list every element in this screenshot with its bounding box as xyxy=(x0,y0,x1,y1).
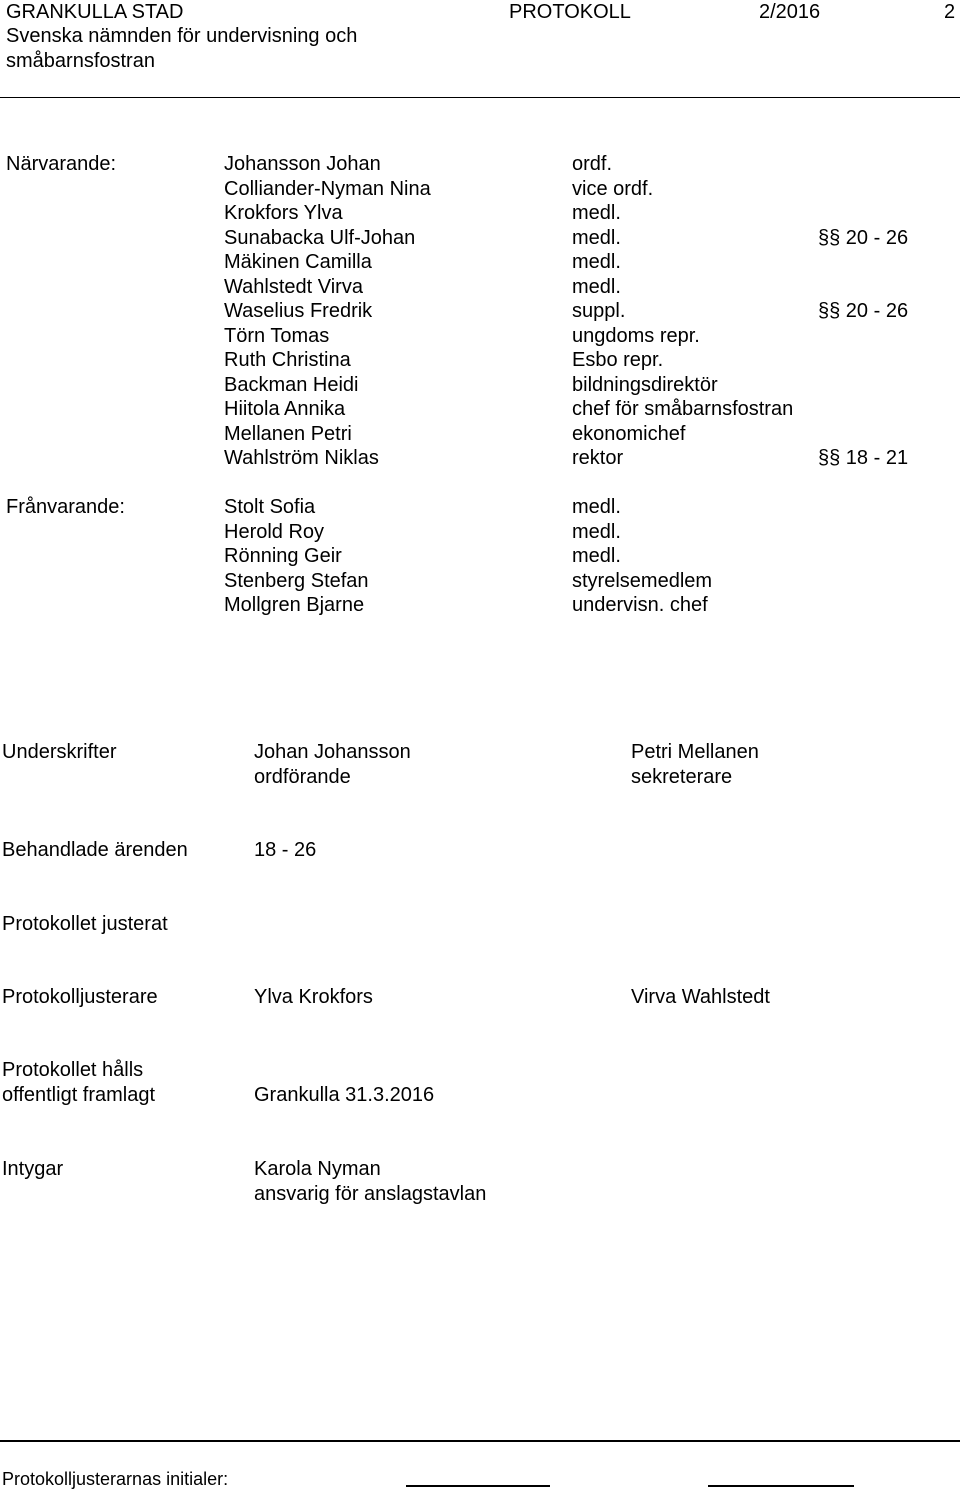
certificate-name: Karola Nyman xyxy=(254,1158,381,1180)
attendee-row xyxy=(0,397,960,422)
attendee-name: Sunabacka Ulf-Johan xyxy=(224,226,416,249)
attendee-role: ungdoms repr. xyxy=(572,324,700,347)
attendee-row xyxy=(0,201,960,226)
public-display-label-line1: Protokollet hålls xyxy=(2,1059,144,1081)
verified-label: Protokollet justerat xyxy=(2,913,168,935)
attendee-role: vice ordf. xyxy=(572,177,654,200)
checkers-label: Protokolljusterare xyxy=(2,986,158,1008)
attendee-name: Mellanen Petri xyxy=(224,422,352,445)
absentee-name: Stolt Sofia xyxy=(224,496,316,518)
initials-line-1 xyxy=(406,1485,550,1487)
attendee-paragraphs: §§ 18 - 21 xyxy=(818,447,909,469)
header-divider xyxy=(0,97,960,98)
attendee-row xyxy=(0,226,960,251)
page-number: 2 xyxy=(944,1,956,23)
certificate-title: ansvarig för anslagstavlan xyxy=(254,1182,487,1205)
absentee-row xyxy=(0,544,960,569)
board-name-line2: småbarnsfostran xyxy=(6,50,155,72)
attendee-role: rektor xyxy=(572,447,624,469)
checker-1: Ylva Krokfors xyxy=(254,986,373,1008)
attendee-row xyxy=(0,324,960,349)
attendee-row xyxy=(0,250,960,275)
public-display-value: Grankulla 31.3.2016 xyxy=(254,1084,435,1106)
attendee-role: ekonomichef xyxy=(572,422,686,445)
attendee-name: Wahlstedt Virva xyxy=(224,275,363,298)
absentee-name: Rönning Geir xyxy=(224,545,342,567)
attendee-role: medl. xyxy=(572,226,621,249)
public-display-label-line2: offentligt framlagt xyxy=(2,1084,156,1106)
footer-divider xyxy=(0,1440,960,1442)
attendee-name: Krokfors Ylva xyxy=(224,202,343,224)
attendee-role: bildningsdirektör xyxy=(572,373,718,396)
attendee-name: Backman Heidi xyxy=(224,373,359,396)
handled-value: 18 - 26 xyxy=(254,839,317,861)
attendee-row xyxy=(0,299,960,324)
document-type: PROTOKOLL xyxy=(509,1,631,23)
absentee-name: Mollgren Bjarne xyxy=(224,594,365,616)
attendee-role: ordf. xyxy=(572,153,613,175)
absentee-role: medl. xyxy=(572,520,621,543)
absentee-name: Herold Roy xyxy=(224,520,325,543)
attendee-role: medl. xyxy=(572,275,621,298)
attendee-role: Esbo repr. xyxy=(572,349,664,371)
attendee-name: Colliander-Nyman Nina xyxy=(224,177,431,200)
attendee-name: Mäkinen Camilla xyxy=(224,251,372,273)
attendee-role: medl. xyxy=(572,202,621,224)
document-number: 2/2016 xyxy=(759,1,821,23)
attendee-role: chef för småbarnsfostran xyxy=(572,398,794,420)
absentee-role: medl. xyxy=(572,545,621,567)
attendee-row xyxy=(0,348,960,373)
attendee-row xyxy=(0,446,960,471)
signatures-label: Underskrifter xyxy=(2,741,117,763)
secretary-title: sekreterare xyxy=(631,765,733,788)
chair-name: Johan Johansson xyxy=(254,741,411,763)
attendee-row xyxy=(0,373,960,398)
attendee-row xyxy=(0,275,960,300)
absentee-role: undervisn. chef xyxy=(572,594,708,616)
attendee-name: Hiitola Annika xyxy=(224,398,346,420)
absentee-name: Stenberg Stefan xyxy=(224,569,369,592)
handled-label: Behandlade ärenden xyxy=(2,839,188,861)
attendee-row xyxy=(0,422,960,447)
attendee-paragraphs: §§ 20 - 26 xyxy=(818,300,909,322)
attendee-name: Ruth Christina xyxy=(224,349,351,371)
attendee-role: suppl. xyxy=(572,300,626,322)
chair-title: ordförande xyxy=(254,765,351,788)
secretary-name: Petri Mellanen xyxy=(631,741,759,763)
attendee-paragraphs: §§ 20 - 26 xyxy=(818,226,909,249)
absentee-role: medl. xyxy=(572,496,621,518)
initials-label: Protokolljusterarnas initialer: xyxy=(2,1469,229,1489)
city-name: GRANKULLA STAD xyxy=(6,1,184,23)
absent-label: Frånvarande: xyxy=(6,496,125,518)
attendee-row xyxy=(0,152,960,177)
absentee-role: styrelsemedlem xyxy=(572,569,713,592)
certificate-label: Intygar xyxy=(2,1158,64,1180)
attendee-name: Waselius Fredrik xyxy=(224,300,373,322)
absentee-row xyxy=(0,495,960,520)
checker-2: Virva Wahlstedt xyxy=(631,986,770,1008)
attendee-name: Wahlström Niklas xyxy=(224,447,379,469)
absentee-row xyxy=(0,569,960,594)
attendee-row xyxy=(0,177,960,202)
absentee-row xyxy=(0,520,960,545)
board-name-line1: Svenska nämnden för undervisning och xyxy=(6,25,358,47)
attendee-role: medl. xyxy=(572,251,621,273)
initials-line-2 xyxy=(708,1485,854,1487)
absentee-row xyxy=(0,593,960,618)
attendee-name: Törn Tomas xyxy=(224,324,330,347)
present-label: Närvarande: xyxy=(6,153,117,175)
attendee-name: Johansson Johan xyxy=(224,153,381,175)
